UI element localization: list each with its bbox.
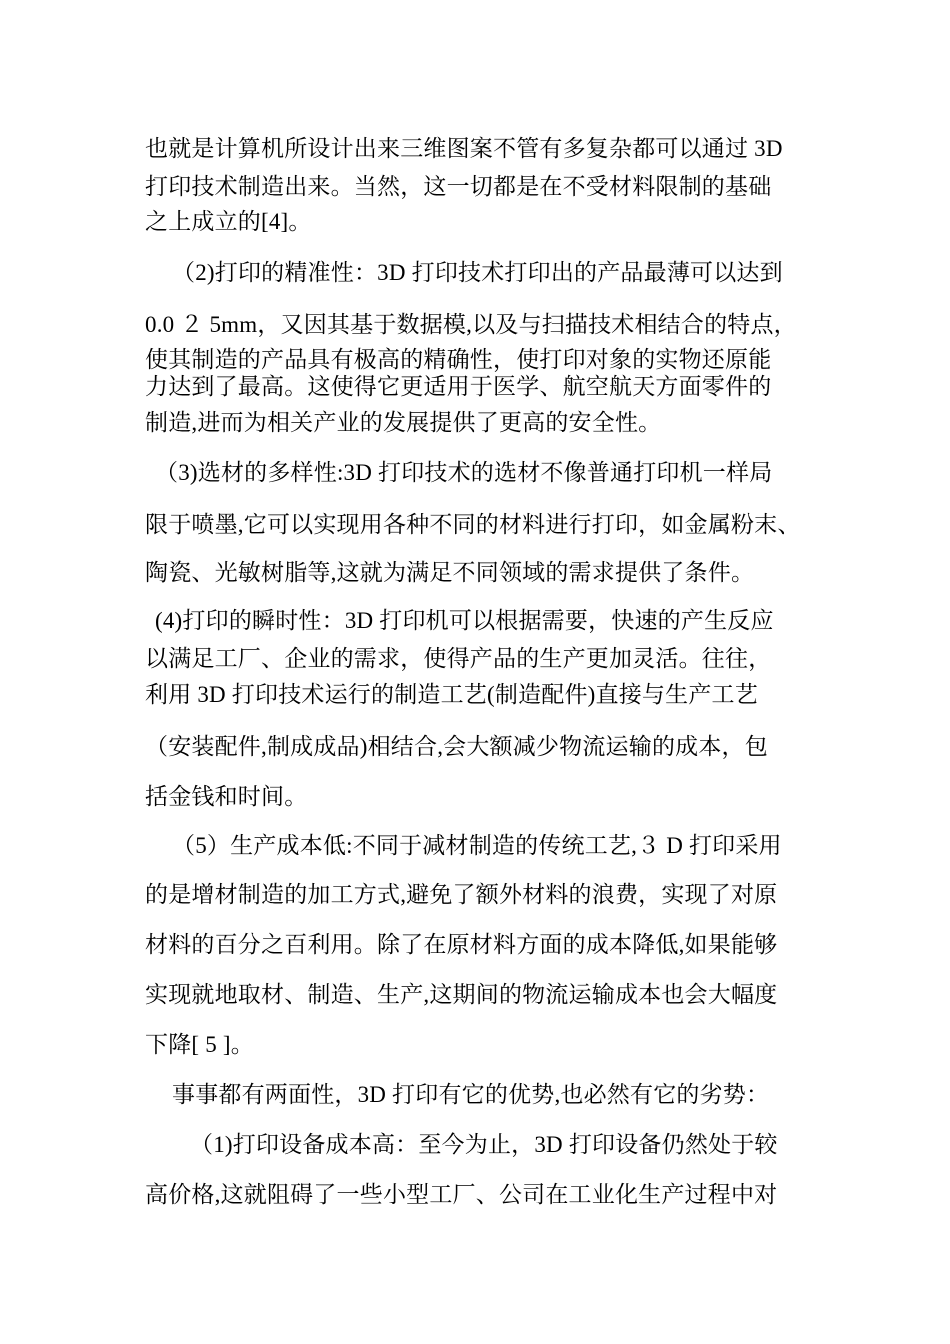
text-line: 力达到了最高。这使得它更适用于医学、航空航天方面零件的 <box>145 374 772 399</box>
text-line: 限于喷墨,它可以实现用各种不同的材料进行打印，如金属粉末、 <box>145 512 801 537</box>
text-line: 陶瓷、光敏树脂等,这就为满足不同领域的需求提供了条件。 <box>145 560 755 585</box>
text-line: （2)打印的精准性：3D 打印技术打印出的产品最薄可以达到 <box>172 260 783 285</box>
text-line: 制造,进而为相关产业的发展提供了更高的安全性。 <box>145 410 662 435</box>
text-line: 也就是计算机所设计出来三维图案不管有多复杂都可以通过 3D <box>145 136 783 161</box>
text-line: 材料的百分之百利用。除了在原材料方面的成本降低,如果能够 <box>145 932 778 957</box>
text-line: （安装配件,制成成品)相结合,会大额减少物流运输的成本，包 <box>145 734 768 759</box>
text-line: 的是增材制造的加工方式,避免了额外材料的浪费，实现了对原 <box>145 882 778 907</box>
text-line: 以满足工厂、企业的需求，使得产品的生产更加灵活。往往， <box>145 646 772 671</box>
text-line: 之上成立的[4]。 <box>145 209 312 234</box>
text-line: 0.0 ２ 5mm，又因其基于数据模,以及与扫描技术相结合的特点， <box>145 312 797 337</box>
text-line: 使其制造的产品具有极高的精确性，使打印对象的实物还原能 <box>145 347 772 372</box>
text-line: 括金钱和时间。 <box>145 784 308 809</box>
text-line: （3)选材的多样性:3D 打印技术的选材不像普通打印机一样局 <box>155 460 773 485</box>
text-line: 高价格,这就阻碍了一些小型工厂、公司在工业化生产过程中对 <box>145 1182 778 1207</box>
text-line: 下降[ 5 ]。 <box>145 1032 254 1057</box>
text-line: 事事都有两面性，3D 打印有它的优势,也必然有它的劣势： <box>172 1082 770 1107</box>
text-line: (4)打印的瞬时性：3D 打印机可以根据需要，快速的产生反应 <box>155 608 774 633</box>
text-line: （5）生产成本低:不同于减材制造的传统工艺,３ D 打印采用 <box>172 833 782 858</box>
text-line: （1)打印设备成本高：至今为止，3D 打印设备仍然处于较 <box>190 1132 778 1157</box>
text-line: 实现就地取材、制造、生产,这期间的物流运输成本也会大幅度 <box>145 982 778 1007</box>
text-line: 打印技术制造出来。当然，这一切都是在不受材料限制的基础 <box>145 174 772 199</box>
text-line: 利用 3D 打印技术运行的制造工艺(制造配件)直接与生产工艺 <box>145 682 758 707</box>
